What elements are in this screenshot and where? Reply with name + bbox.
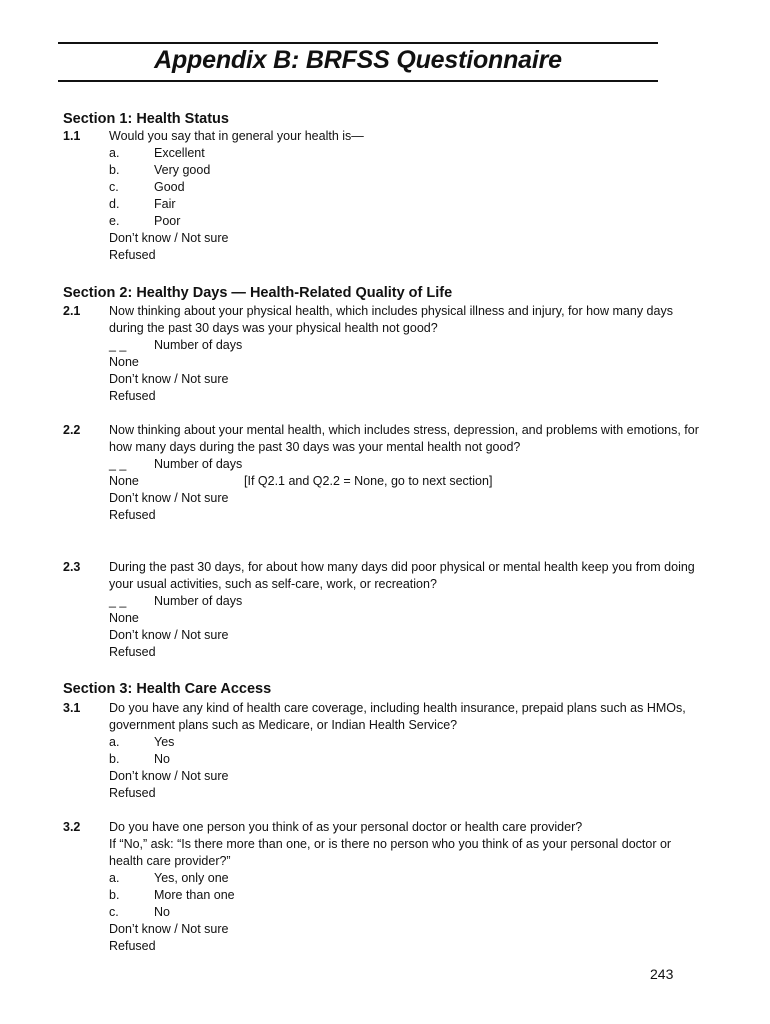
question-number: 3.2 xyxy=(63,820,81,834)
answer-option-label: b. xyxy=(109,888,120,902)
answer-extra-option: Don’t know / Not sure xyxy=(109,922,229,936)
answer-option-label: a. xyxy=(109,871,120,885)
answer-option-text: More than one xyxy=(154,888,235,902)
question-text-line: how many days during the past 30 days was your mental health not good? xyxy=(109,440,521,454)
question-text-line: during the past 30 days was your physical health not good? xyxy=(109,321,438,335)
answer-extra-option: Refused xyxy=(109,248,156,262)
question-text-line: health care provider?” xyxy=(109,854,231,868)
answer-option-text: Excellent xyxy=(154,146,205,160)
question-text-line: Now thinking about your physical health, which includes physical illness and injury, for how many days xyxy=(109,304,673,318)
answer-extra-option: None xyxy=(109,611,139,625)
question-text-line: government plans such as Medicare, or Indian Health Service? xyxy=(109,718,458,732)
page-number: 243 xyxy=(650,966,674,982)
answer-option-label: a. xyxy=(109,735,120,749)
question-text-line: If “No,” ask: “Is there more than one, or is there no person who you think of as your personal doctor or xyxy=(109,837,672,851)
question-text-line: Do you have any kind of health care coverage, including health insurance, prepaid plans such as HMOs, xyxy=(109,701,686,715)
answer-option-text: Yes xyxy=(154,735,175,749)
answer-option-text: Good xyxy=(154,180,185,194)
answer-option-label: a. xyxy=(109,146,120,160)
skip-instruction: [If Q2.1 and Q2.2 = None, go to next section] xyxy=(244,474,493,488)
title-top-rule xyxy=(58,42,658,44)
question-text-line: your usual activities, such as self-care, work, or recreation? xyxy=(109,577,437,591)
question-text-line: Would you say that in general your health is— xyxy=(109,129,364,143)
section-title: Section 2: Healthy Days — Health-Related Quality of Life xyxy=(63,285,453,301)
section-title: Section 3: Health Care Access xyxy=(63,681,272,697)
answer-option-label: e. xyxy=(109,214,120,228)
title-bottom-rule xyxy=(58,80,658,82)
question-number: 2.3 xyxy=(63,560,81,574)
answer-extra-option: Don’t know / Not sure xyxy=(109,769,229,783)
answer-extra-option: Refused xyxy=(109,645,156,659)
answer-option-label: c. xyxy=(109,180,119,194)
question-number: 1.1 xyxy=(63,129,81,143)
answer-option-label: b. xyxy=(109,752,120,766)
answer-option-text: No xyxy=(154,752,170,766)
answer-option-text: Very good xyxy=(154,163,211,177)
answer-option-label: _ _ xyxy=(109,457,127,471)
answer-option-text: Number of days xyxy=(154,338,243,352)
answer-option-text: Yes, only one xyxy=(154,871,229,885)
section-title: Section 1: Health Status xyxy=(63,111,229,127)
answer-extra-option: None xyxy=(109,355,139,369)
answer-extra-option: Refused xyxy=(109,389,156,403)
question-number: 3.1 xyxy=(63,701,81,715)
answer-option-label: d. xyxy=(109,197,120,211)
question-text-line: Now thinking about your mental health, which includes stress, depression, and problems with emotions, for xyxy=(109,423,699,437)
answer-option-text: Fair xyxy=(154,197,176,211)
question-text-line: During the past 30 days, for about how many days did poor physical or mental health keep you from doing xyxy=(109,560,695,574)
answer-option-label: c. xyxy=(109,905,119,919)
question-text-line: Do you have one person you think of as your personal doctor or health care provider? xyxy=(109,820,583,834)
question-number: 2.1 xyxy=(63,304,81,318)
answer-option-text: Number of days xyxy=(154,594,243,608)
question-number: 2.2 xyxy=(63,423,81,437)
answer-extra-option: Refused xyxy=(109,939,156,953)
answer-extra-option: Don’t know / Not sure xyxy=(109,231,229,245)
answer-option-text: Number of days xyxy=(154,457,243,471)
answer-extra-option: Don’t know / Not sure xyxy=(109,628,229,642)
answer-option-label: _ _ xyxy=(109,338,127,352)
answer-option-label: _ _ xyxy=(109,594,127,608)
page-title: Appendix B: BRFSS Questionnaire xyxy=(154,46,562,74)
answer-extra-option: Refused xyxy=(109,508,156,522)
answer-extra-option: Don’t know / Not sure xyxy=(109,491,229,505)
answer-extra-option: Refused xyxy=(109,786,156,800)
answer-extra-option: Don’t know / Not sure xyxy=(109,372,229,386)
answer-option-text: Poor xyxy=(154,214,181,228)
answer-option-label: b. xyxy=(109,163,120,177)
answer-option-text: No xyxy=(154,905,170,919)
answer-extra-option: None xyxy=(109,474,139,488)
